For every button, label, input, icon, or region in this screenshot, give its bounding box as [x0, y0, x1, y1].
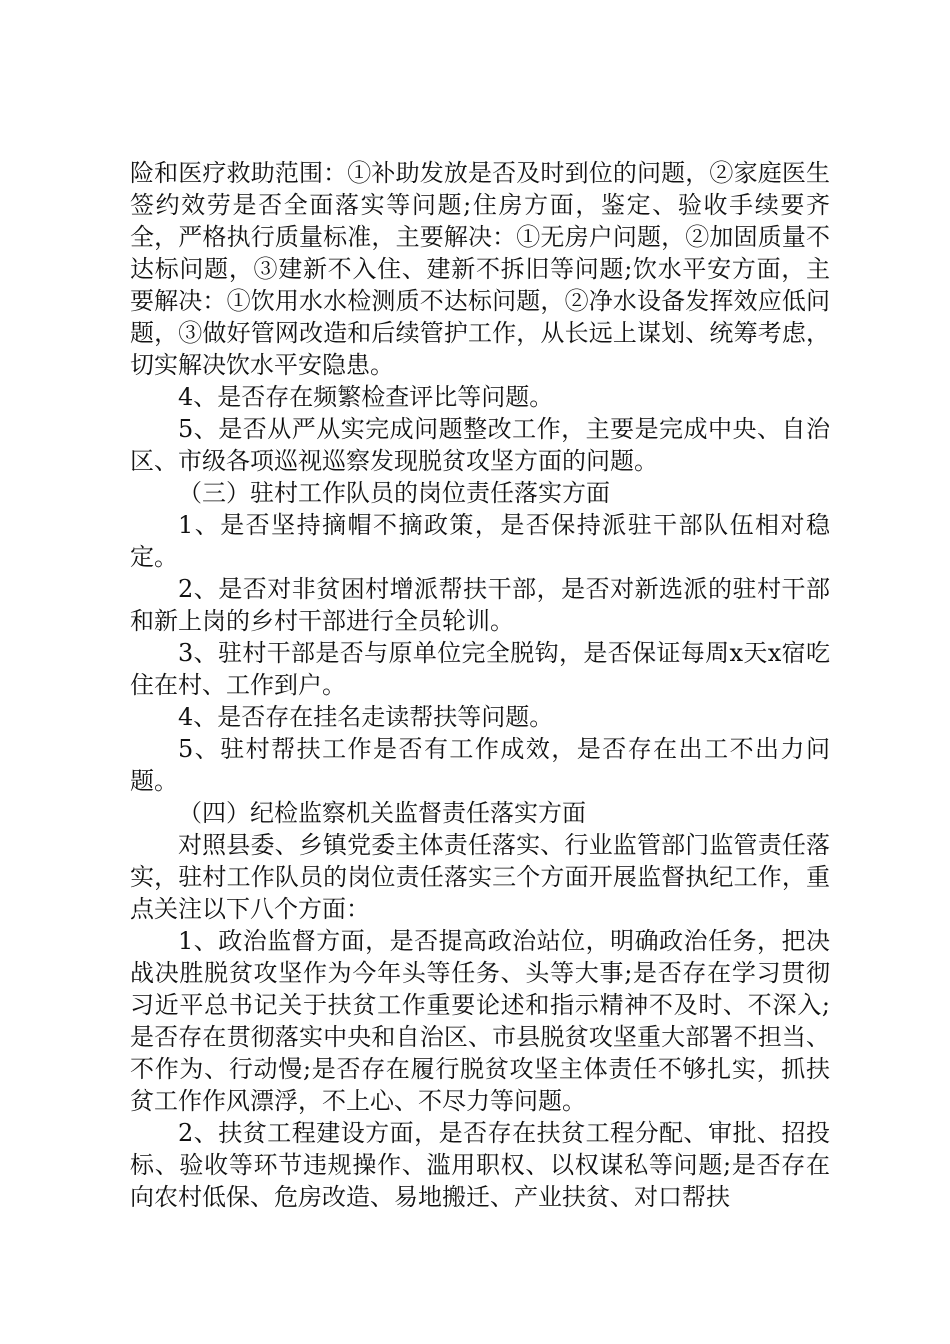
paragraph-item-1: 1、是否坚持摘帽不摘政策，是否保持派驻干部队伍相对稳定。: [130, 511, 830, 571]
paragraph-item-4: 4、是否存在频繁检查评比等问题。: [178, 383, 554, 411]
paragraph-intro: 对照县委、乡镇党委主体责任落实、行业监管部门监管责任落实，驻村工作队员的岗位责任落实三个方面开展监督执纪工作，重点关注以下八个方面：: [130, 831, 830, 923]
paragraph-poverty-projects: 2、扶贫工程建设方面，是否存在扶贫工程分配、审批、招投标、验收等环节违规操作、滥用职权、以权谋私等问题;是否存在向农村低保、危房改造、易地搬迁、产业扶贫、对口帮扶: [130, 1119, 830, 1211]
paragraph-item-2: 2、是否对非贫困村增派帮扶干部，是否对新选派的驻村干部和新上岗的乡村干部进行全员轮训。: [130, 575, 830, 635]
paragraph-political-supervision: 1、政治监督方面，是否提高政治站位，明确政治任务，把决战决胜脱贫攻坚作为今年头等任务、头等大事;是否存在学习贯彻习近平总书记关于扶贫工作重要论述和指示精神不及时、不深入;是否存在贯彻落实中央和自治区、市县脱贫攻坚重大部署不担当、不作为、行动慢;是否存在履行脱贫攻坚主体责任不够扎实，抓扶贫工作作风漂浮，不上心、不尽力等问题。: [130, 927, 830, 1115]
document-page: [130, 157, 830, 1213]
paragraph-continuation: 险和医疗救助范围：①补助发放是否及时到位的问题，②家庭医生签约效劳是否全面落实等问题;住房方面，鉴定、验收手续要齐全，严格执行质量标准，主要解决：①无房户问题，②加固质量不达标问题，③建新不入住、建新不拆旧等问题;饮水平安方面，主要解决：①饮用水水检测质不达标问题，②净水设备发挥效应低问题，③做好管网改造和后续管护工作，从长远上谋划、统筹考虑，切实解决饮水平安隐患。: [130, 159, 830, 379]
paragraph-item-3: 3、驻村干部是否与原单位完全脱钩，是否保证每周x天x宿吃住在村、工作到户。: [130, 639, 830, 699]
section-heading-4: （四）纪检监察机关监督责任落实方面: [178, 799, 586, 827]
paragraph-item-4b: 4、是否存在挂名走读帮扶等问题。: [178, 703, 554, 731]
paragraph-item-5: 5、是否从严从实完成问题整改工作，主要是完成中央、自治区、市级各项巡视巡察发现脱贫攻坚方面的问题。: [130, 415, 830, 475]
section-heading-3: （三）驻村工作队员的岗位责任落实方面: [178, 479, 610, 507]
paragraph-item-5b: 5、驻村帮扶工作是否有工作成效，是否存在出工不出力问题。: [130, 735, 830, 795]
